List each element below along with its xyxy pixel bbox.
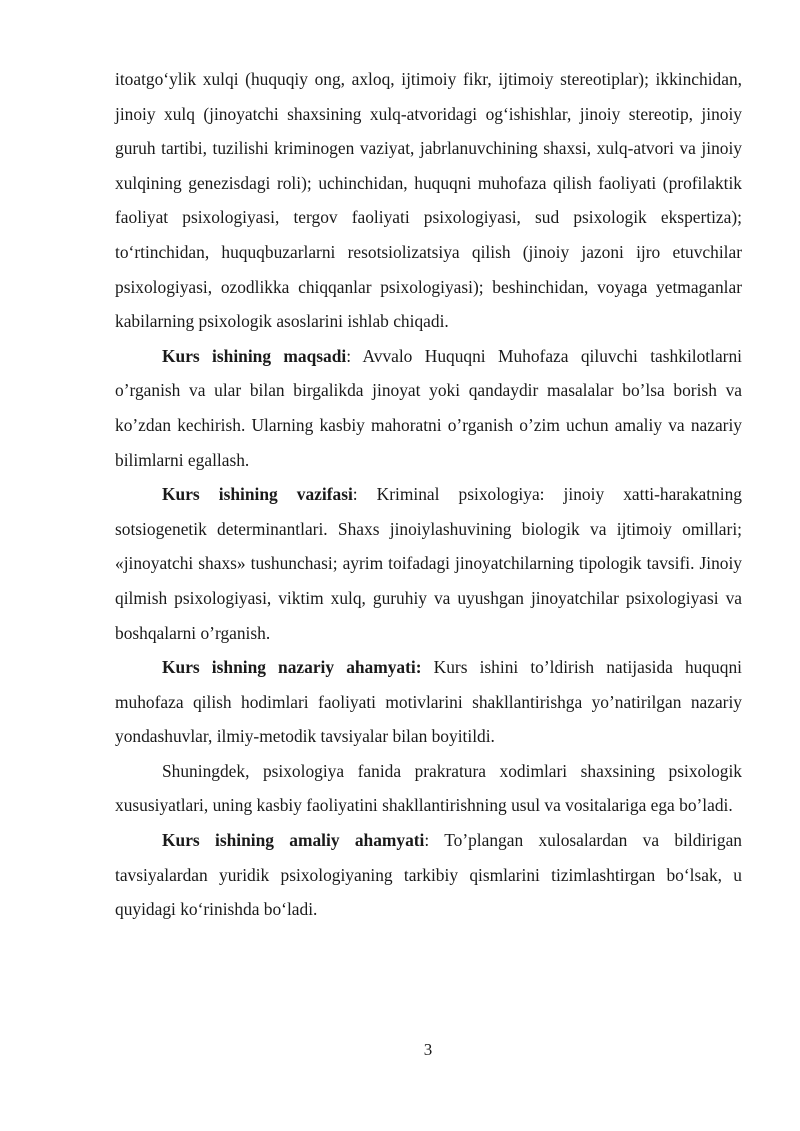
goal-text: : Avvalo Huquqni Muhofaza qiluvchi tashkilotlarni o’rganish va ular bilan birgalikda jinoyat yoki qandaydir masalalar bo’lsa borish va ko’zdan kechirish. Ularning kasbiy mahoratni o’rganish o’zim uchun amaliy va nazariy bilimlarni egallash.	[115, 345, 742, 470]
paragraph-theoretical-significance	[115, 650, 742, 754]
page-number: 3	[423, 1040, 433, 1059]
theoretical-significance-text: Kurs ishini to’ldirish natijasida huquqni muhofaza qilish hodimlari faoliyati motivlarini shakllantirishga yo’natirilgan nazariy yondashuvlar, ilmiy-metodik tavsiyalar bilan boyitildi.	[115, 657, 742, 747]
theoretical-significance-heading: Kurs ishning nazariy ahamyati:	[162, 657, 422, 678]
practical-significance-heading: Kurs ishining amaliy ahamyati	[162, 830, 425, 851]
paragraph-intro-continuation: itoatgo‘ylik xulqi (huquqiy ong, axloq, ijtimoiy fikr, ijtimoiy stereotiplar); ikkinchidan, jinoiy xulq (jinoyatchi shaxsining xulq-atvoridagi og‘ishishlar, jinoiy stereotip, jinoiy guruh tartibi, tuzilishi kriminogen vaziyat, jabrlanuvchining shaxsi, xulq-atvori va jinoiy xulqining genezisdagi roli); uchinchidan, huquqni muhofaza qilish faoliyati (profilaktik faoliyat psixologiyasi, tergov faoliyati psixologiyasi, sud psixologik ekspertiza); to‘rtinchidan, huquqbuzarlarni resotsiolizatsiya qilish (jinoiy jazoni ijro etuvchilar psixologiyasi, ozodlikka chiqqanlar psixologiyasi); beshinchidan, voyaga yetmaganlar kabilarning psixologik asoslarini ishlab chiqadi.	[115, 69, 742, 332]
goal-heading: Kurs ishining maqsadi	[162, 345, 347, 366]
paragraph-goal	[115, 339, 742, 477]
practical-significance-text: : To’plangan xulosalardan va bildirigan tavsiyalardan yuridik psixologiyaning tarkibiy qismlarini tizimlashtirgan bo‘lsak, u quyidagi ko‘rinishda bo‘ladi.	[115, 830, 742, 920]
paragraph-tasks	[115, 477, 742, 650]
document-page	[115, 62, 742, 927]
paragraph-additionally: Shuningdek, psixologiya fanida prakratura xodimlari shaxsining psixologik xususiyatlari, uning kasbiy faoliyatini shakllantirishning usul va vositalariga ega bo’ladi.	[115, 760, 742, 816]
tasks-text: : Kriminal psixologiya: jinoiy xatti-harakatning sotsiogenetik determinantlari. Shaxs jinoiylashuvining biologik va ijtimoiy omillari; «jinoyatchi shaxs» tushunchasi; ayrim toifadagi jinoyatchilarning tipologik tavsifi. Jinoiy qilmish psixologiyasi, viktim xulq, guruhiy va uyushgan jinoyatchilar psixologiyasi va boshqalarni o’rganish.	[115, 484, 742, 643]
tasks-heading: Kurs ishining vazifasi	[162, 484, 353, 505]
paragraph-practical-significance	[115, 823, 742, 927]
